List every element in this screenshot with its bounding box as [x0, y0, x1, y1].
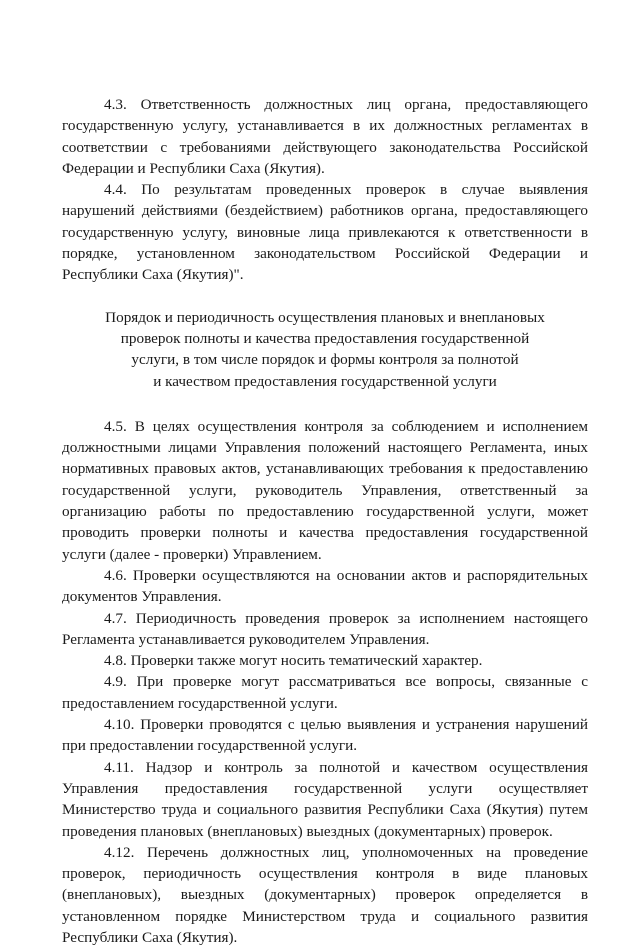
section-heading-line: проверок полноты и качества предоставления государственной: [120, 329, 530, 347]
paragraph-4-7: 4.7. Периодичность проведения проверок за исполнением настоящего Регламента устанавливается руководителем Управления.: [62, 609, 588, 648]
section-heading: [62, 307, 588, 392]
paragraph-4-8: 4.8. Проверки также могут носить тематический характер.: [104, 652, 483, 670]
paragraph-4-3: 4.3. Ответственность должностных лиц органа, предоставляющего государственную услугу, устанавливается в их должностных регламентах в соответствии с требованиями действующего законодательства Российской Федерации и Республики Саха (Якутия).: [62, 96, 588, 177]
section-heading-line: Порядок и периодичность осуществления плановых и внеплановых: [105, 308, 545, 326]
paragraph-4-9: 4.9. При проверке могут рассматриваться все вопросы, связанные с предоставлением государственной услуги.: [62, 673, 588, 712]
paragraph-4-5: 4.5. В целях осуществления контроля за соблюдением и исполнением должностными лицами Управления положений настоящего Регламента, иных нормативных правовых актов, устанавливающих требования к предоставлению государственной услуги, руководитель Управления, ответственный за организацию работы по предоставлению государственной услуги, может проводить проверки полноты и качества предоставления государственной услуги (далее - проверки) Управлением.: [62, 417, 588, 563]
paragraph-4-4: 4.4. По результатам проведенных проверок в случае выявления нарушений действиями (бездействием) работников органа, предоставляющего государственную услугу, виновные лица привлекаются к ответственности в порядке, установленном законодательством Российской Федерации и Республики Саха (Якутия)".: [62, 181, 588, 284]
section-heading-line: услуги, в том числе порядок и формы контроля за полнотой: [131, 351, 519, 369]
paragraph-4-6: 4.6. Проверки осуществляются на основании актов и распорядительных документов Управления.: [62, 566, 588, 606]
paragraph-4-11: 4.11. Надзор и контроль за полнотой и качеством осуществления Управления предоставления государственной услуги осуществляет Министерство труда и социального развития Республики Саха (Якутия) путем проведения плановых (внеплановых) выездных (документарных) проверок.: [62, 758, 588, 840]
section-heading-line: и качеством предоставления государственной услуги: [153, 372, 497, 390]
document-body: [62, 94, 588, 948]
paragraph-4-12: 4.12. Перечень должностных лиц, уполномоченных на проведение проверок, периодичность осуществления контроля в виде плановых (внеплановых), выездных (документарных) проверок определяется в установленном порядке Министерством труда и социального развития Республики Саха (Якутия).: [62, 843, 588, 946]
paragraph-4-10: 4.10. Проверки проводятся с целью выявления и устранения нарушений при предоставлении государственной услуги.: [62, 716, 588, 755]
